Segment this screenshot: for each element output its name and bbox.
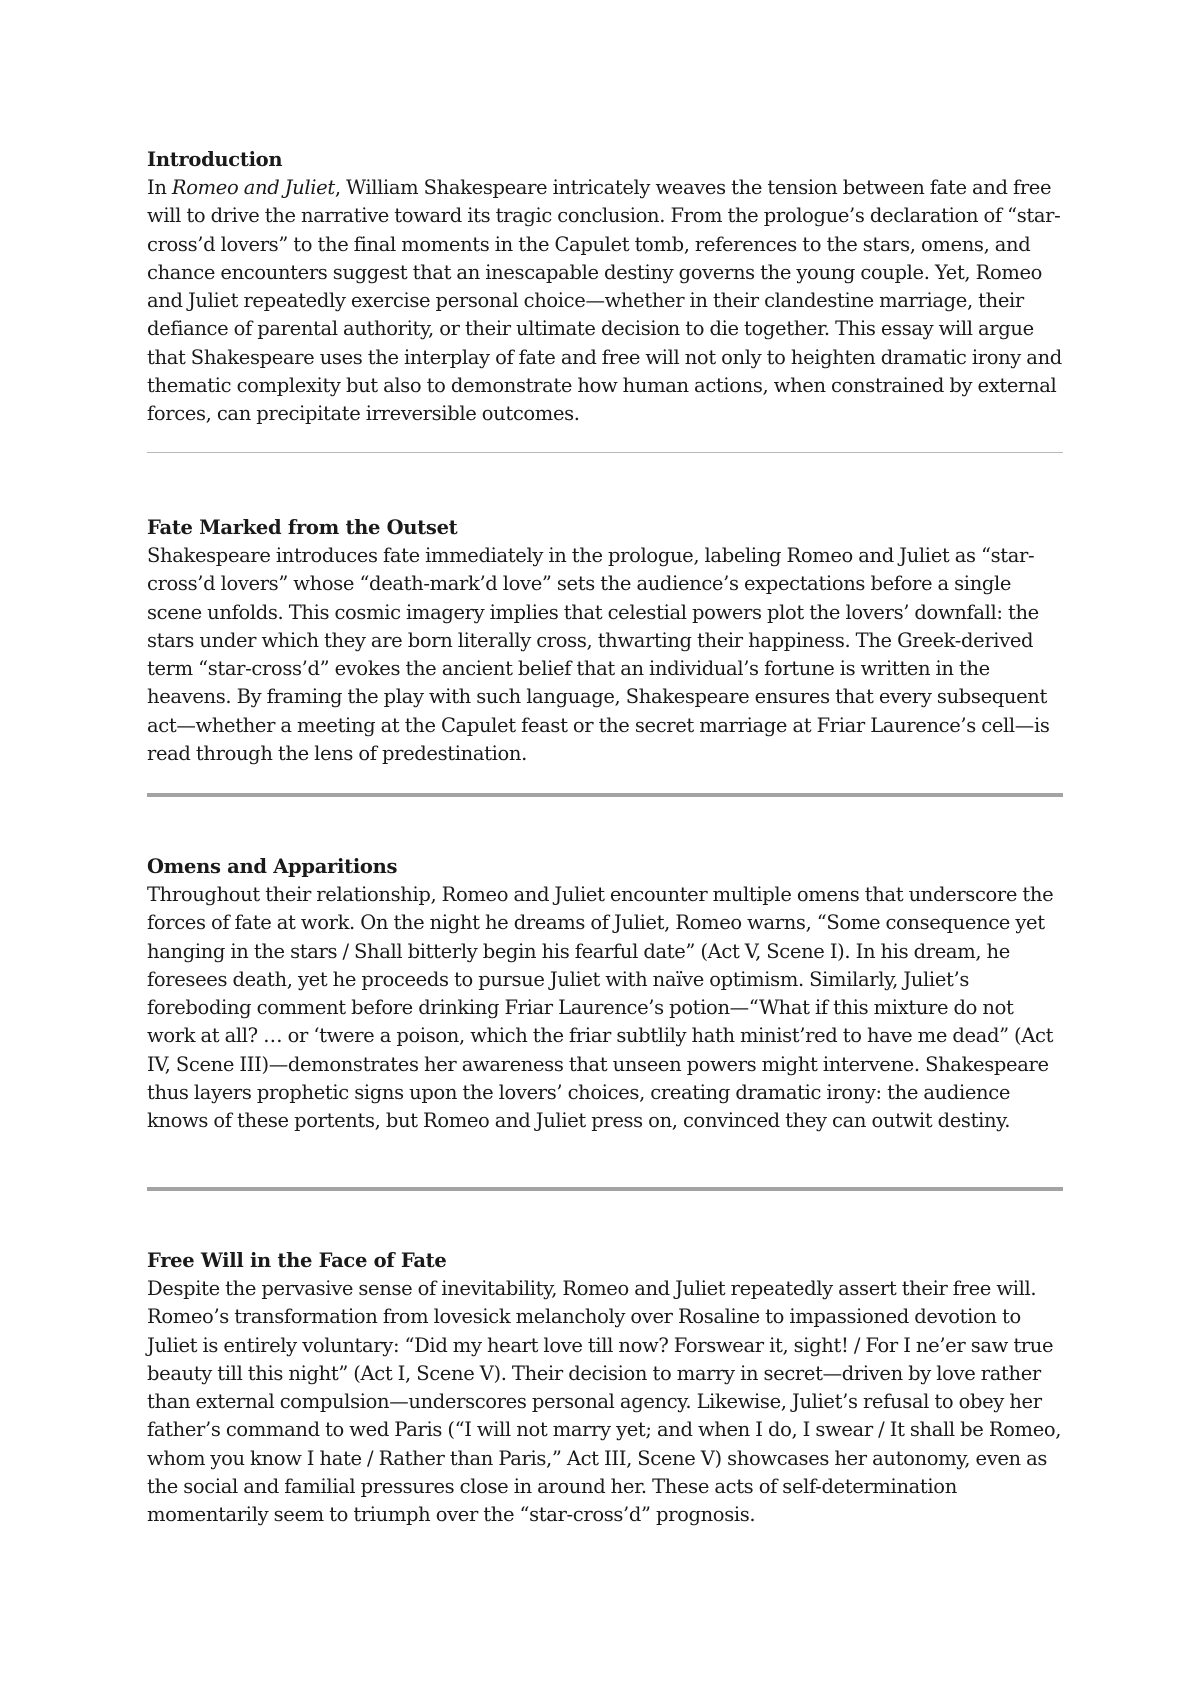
section-paragraph: Despite the pervasive sense of inevitability, Romeo and Juliet repeatedly assert their free will. Romeo’s transformation from lovesick melancholy over Rosaline to impassioned devotion to Juliet is entirely voluntary: “Did my heart love till now? Forswear it, sight! / For I ne’er saw true beauty till this night” (Act I, Scene V). Their decision to marry in secret—driven by love rather than external compulsion—underscores personal agency. Likewise, Juliet’s refusal to obey her father’s command to wed Paris (“I will not marry yet; and when I do, I swear / It shall be Romeo, whom you know I hate / Rather than Paris,” Act III, Scene V) showcases her autonomy, even as the social and familial pressures close in around her. These acts of self-determination momentarily seem to triumph over the “star-cross’d” prognosis. <box>147 1277 1062 1527</box>
section-introduction <box>147 146 1063 429</box>
section-fate-marked <box>147 514 1063 768</box>
section-heading: Free Will in the Face of Fate <box>147 1249 447 1272</box>
play-title: Romeo and Juliet <box>171 176 335 199</box>
section-paragraph: Shakespeare introduces fate immediately in the prologue, labeling Romeo and Juliet as “star-cross’d lovers” whose “death-mark’d love” sets the audience’s expectations before a single scene unfolds. This cosmic imagery implies that celestial powers plot the lovers’ downfall: the stars under which they are born literally cross, thwarting their happiness. The Greek-derived term “star-cross’d” evokes the ancient belief that an individual’s fortune is written in the heavens. By framing the play with such language, Shakespeare ensures that every subsequent act—whether a meeting at the Capulet feast or the secret marriage at Friar Laurence’s cell—is read through the lens of predestination. <box>147 544 1050 766</box>
section-free-will <box>147 1247 1063 1530</box>
paragraph-lead: In <box>147 176 172 199</box>
section-heading: Fate Marked from the Outset <box>147 516 458 539</box>
section-paragraph <box>147 174 1063 429</box>
section-omens <box>147 853 1063 1136</box>
section-heading: Omens and Apparitions <box>147 855 398 878</box>
section-divider <box>147 793 1063 797</box>
section-divider <box>147 452 1063 453</box>
section-divider <box>147 1187 1063 1191</box>
section-heading: Introduction <box>147 148 283 171</box>
paragraph-text: , William Shakespeare intricately weaves the tension between fate and free will to drive the narrative toward its tragic conclusion. From the prologue’s declaration of “star-cross’d lovers” to the final moments in the Capulet tomb, references to the stars, omens, and chance encounters suggest that an inescapable destiny governs the young couple. Yet, Romeo and Juliet repeatedly exercise personal choice—whether in their clandestine marriage, their defiance of parental authority, or their ultimate decision to die together. This essay will argue that Shakespeare uses the interplay of fate and free will not only to heighten dramatic irony and thematic complexity but also to demonstrate how human actions, when constrained by external forces, can precipitate irreversible outcomes. <box>147 176 1062 426</box>
section-paragraph: Throughout their relationship, Romeo and Juliet encounter multiple omens that underscore the forces of fate at work. On the night he dreams of Juliet, Romeo warns, “Some consequence yet hanging in the stars / Shall bitterly begin his fearful date” (Act V, Scene I). In his dream, he foresees death, yet he proceeds to pursue Juliet with naïve optimism. Similarly, Juliet’s foreboding comment before drinking Friar Laurence’s potion—“What if this mixture do not work at all? … or ‘twere a poison, which the friar subtlily hath minist’red to have me dead” (Act IV, Scene III)—demonstrates her awareness that unseen powers might intervene. Shakespeare thus layers prophetic signs upon the lovers’ choices, creating dramatic irony: the audience knows of these portents, but Romeo and Juliet press on, convinced they can outwit destiny. <box>147 883 1054 1133</box>
